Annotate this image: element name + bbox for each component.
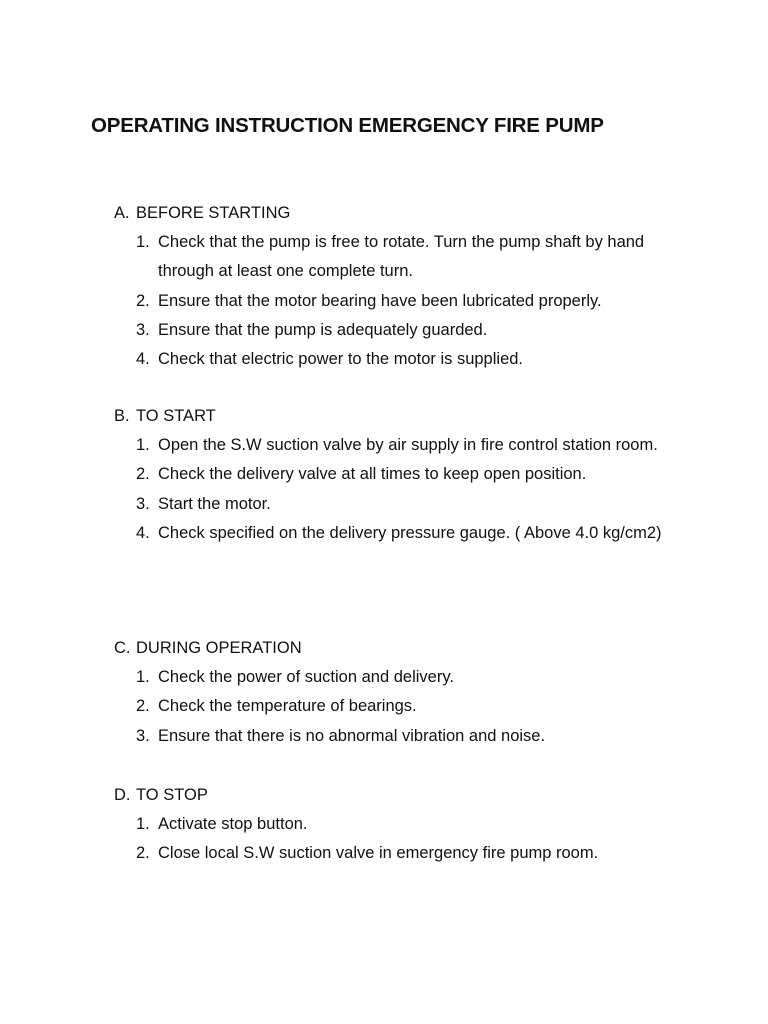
list-item [114,839,714,868]
step-text: Ensure that there is no abnormal vibration and noise. [158,726,546,745]
section-during-operation [114,634,714,751]
step-number: 3. [136,320,150,339]
section-letter: A. [114,204,130,222]
section-letter: C. [114,639,131,657]
section-letter: B. [114,407,130,425]
step-list [114,431,714,548]
step-number: 1. [136,668,150,687]
step-number: 4. [136,350,150,369]
list-item [114,460,714,489]
step-number: 1. [136,815,150,834]
step-number: 2. [136,697,150,716]
step-list [114,228,714,374]
list-item [114,663,714,692]
page-title: OPERATING INSTRUCTION EMERGENCY FIRE PUMP [91,114,604,137]
section-heading [114,402,714,431]
step-number: 2. [136,465,150,484]
step-text: Ensure that the pump is adequately guarded. [158,320,488,339]
step-number: 2. [136,844,150,863]
step-text: Check the delivery valve at all times to keep open position. [158,465,587,484]
step-number: 3. [136,494,150,513]
list-item [114,431,714,460]
section-before-starting [114,199,714,374]
section-title: DURING OPERATION [136,639,302,657]
list-item [114,722,714,751]
step-number: 1. [136,436,150,455]
step-text: Check the power of suction and delivery. [158,668,454,687]
section-letter: D. [114,786,131,804]
step-number: 1. [136,233,150,252]
section-to-start [114,402,714,548]
section-heading [114,781,714,810]
section-to-stop [114,781,714,869]
section-title: TO START [136,407,216,425]
step-text: Check that electric power to the motor is supplied. [158,350,524,369]
list-item [114,228,714,286]
list-item [114,345,714,374]
list-item [114,692,714,721]
step-list [114,810,714,868]
section-heading [114,634,714,663]
step-number: 2. [136,291,150,310]
step-number: 3. [136,726,150,745]
step-text: Open the S.W suction valve by air supply in fire control station room. [158,436,658,455]
step-text: Start the motor. [158,494,271,513]
step-number: 4. [136,523,150,542]
step-list [114,663,714,751]
section-title: BEFORE STARTING [136,204,291,222]
step-text: Check specified on the delivery pressure gauge. ( Above 4.0 kg/cm2) [158,523,662,542]
step-text: Close local S.W suction valve in emergency fire pump room. [158,844,599,863]
section-title: TO STOP [136,786,208,804]
list-item [114,316,714,345]
list-item [114,519,714,548]
list-item [114,287,714,316]
step-text: Check that the pump is free to rotate. Turn the pump shaft by hand through at least one complete turn. [158,233,645,281]
step-text: Ensure that the motor bearing have been lubricated properly. [158,291,602,310]
step-text: Activate stop button. [158,815,308,834]
step-text: Check the temperature of bearings. [158,697,417,716]
list-item [114,810,714,839]
section-heading [114,199,714,228]
list-item [114,490,714,519]
